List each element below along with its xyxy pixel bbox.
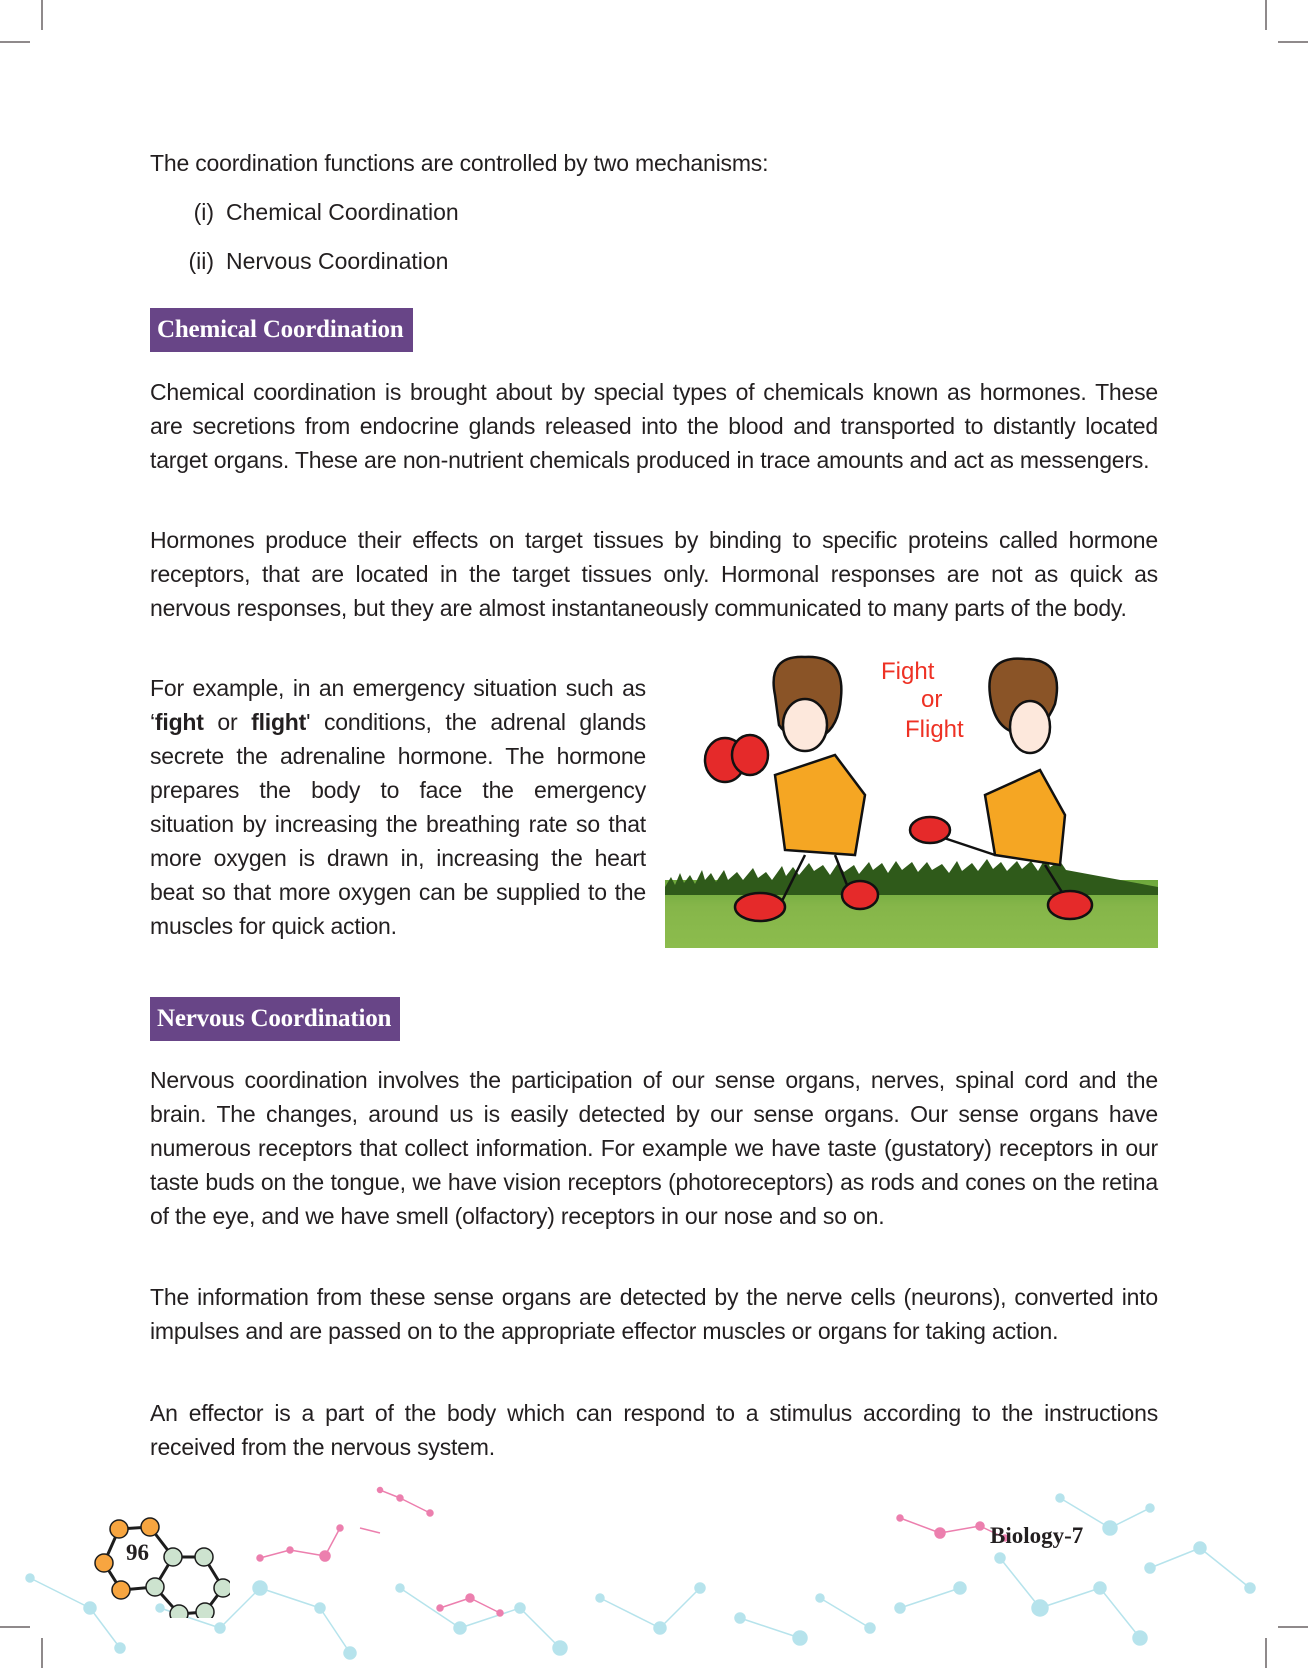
list-label: Chemical Coordination [226,199,459,225]
fight-flight-paragraph [150,671,646,943]
page-number-hexagon-icon [90,1508,230,1618]
section-heading-chemical: Chemical Coordination [150,308,413,352]
intro-text: The coordination functions are controlled by two mechanisms: [150,150,769,176]
nervous-paragraph-2 [150,1280,1158,1348]
list-label: Nervous Coordination [226,248,449,274]
caption-or: or [921,686,943,713]
paragraph-text: The information from these sense organs are detected by the nerve cells (neurons), converted into impulses and are passed on to the appropriate effector muscles or organs for taking action. [150,1284,1158,1344]
bold-term-flight: flight [251,709,307,735]
list-item [175,244,459,293]
list-item [175,195,459,244]
section-heading-nervous: Nervous Coordination [150,997,400,1041]
paragraph-text: An effector is a part of the body which can respond to a stimulus according to the instructions received from the nervous system. [150,1400,1158,1460]
crop-mark-top-left-v [41,0,43,30]
crop-mark-top-right-v [1265,0,1267,30]
book-title: Biology-7 [990,1523,1084,1548]
chemical-paragraph-2 [150,523,1158,625]
paragraph-text: Hormones produce their effects on target tissues by binding to specific proteins called hormone receptors, that are located in the target tissues only. Hormonal responses are not as quick as nervous responses, but they are almost instantaneously communicated to many parts of the body. [150,527,1158,621]
text-run: or [203,709,252,735]
nervous-paragraph-1 [150,1063,1158,1233]
cartoon-figures-icon [665,655,1158,948]
caption-fight: Fight [881,658,935,685]
page-number: 96 [126,1540,149,1565]
paragraph-text: Nervous coordination involves the participation of our sense organs, nerves, spinal cord and the brain. The changes, around us is easily detected by our sense organs. Our sense organs have numerous receptors that collect information. For example we have taste (gustatory) receptors in our taste buds on the tongue, we have vision receptors (photoreceptors) as rods and cones on the retina of the eye, and we have smell (olfactory) receptors in our nose and so on. [150,1067,1158,1229]
paragraph-text: Chemical coordination is brought about by special types of chemicals known as hormones. These are secretions from endocrine glands released into the blood and transported to distantly located target organs. These are non-nutrient chemicals produced in trace amounts and act as messengers. [150,379,1158,473]
bold-term-fight: fight [154,709,204,735]
mechanism-list [175,195,459,293]
text-run: ' conditions, the adrenal glands secrete the adrenaline hormone. The hormone prepares the body to face the emergency situation by increasing the breathing rate so that more oxygen is drawn in, increasing the heart beat so that more oxygen can be supplied to the muscles for quick action. [150,709,646,939]
list-number: (ii) [188,248,214,274]
crop-mark-top-right-h [1278,41,1308,43]
caption-flight: Flight [905,716,964,743]
fight-or-flight-illustration [665,655,1158,948]
text-run: For example, in an emergency situation such as ‘ [150,675,646,735]
list-number: (i) [193,199,214,225]
crop-mark-top-left-h [0,41,30,43]
paragraph-text [150,671,646,943]
chemical-paragraph-1 [150,375,1158,477]
